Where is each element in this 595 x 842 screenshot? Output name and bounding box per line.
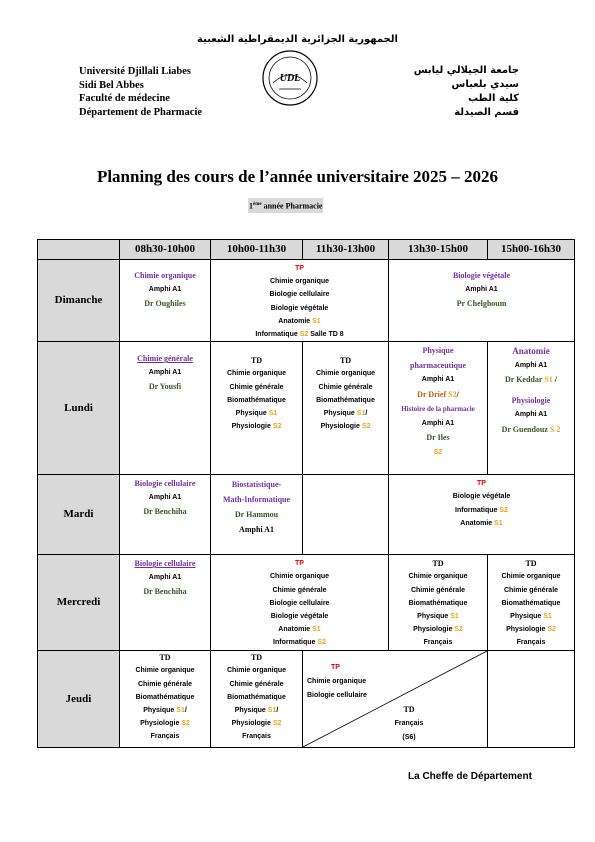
schedule-cell-td: TD Chimie organique Chimie générale Biomathématique Physique S1/ Physiologie S2 xyxy=(303,342,389,475)
schedule-cell: Biologie cellulaire Amphi A1 Dr Benchiha xyxy=(120,475,211,555)
day-row-mercredi xyxy=(38,555,575,651)
header-ar-line: جامعة الجيلالي ليابس xyxy=(413,65,519,76)
schedule-cell-td: TD Chimie organique Chimie générale Biomathématique Physique S1 Physiologie S2 xyxy=(211,342,303,475)
day-row-jeudi xyxy=(38,651,575,748)
time-slot-header: 11h30-13h00 xyxy=(303,240,389,260)
schedule-cell-td: TD Chimie organique Chimie générale Biomathématique Physique S1 Physiologie S2 Français xyxy=(389,555,488,651)
header-row xyxy=(38,240,575,260)
header-fr-line: Faculté de médecine xyxy=(79,93,170,104)
schedule-cell: Biologie cellulaire Amphi A1 Dr Benchiha xyxy=(120,555,211,651)
time-slot-header: 13h30-15h00 xyxy=(389,240,488,260)
schedule-cell-tp: TP Chimie organique Chimie générale Biologie cellulaire Biologie végétale Anatomie S1 Informatique S2 xyxy=(211,555,389,651)
day-label: Lundi xyxy=(38,342,120,475)
header-ar-line: كلية الطب xyxy=(467,93,519,104)
schedule-cell: Physique pharmaceutique Amphi A1 Dr Drief S2/ Histoire de la pharmacie Amphi A1 Dr Iles S2 xyxy=(389,342,488,475)
schedule-cell: Anatomie Amphi A1 Dr Keddar S1 / Physiologie Amphi A1 Dr Guendouz S 2 xyxy=(488,342,575,475)
day-label: Dimanche xyxy=(38,260,120,342)
logo-text: UDL xyxy=(279,73,301,84)
time-slot-header: 08h30-10h00 xyxy=(120,240,211,260)
schedule-cell-tp: TP Biologie végétale Informatique S2 Anatomie S1 xyxy=(389,475,575,555)
schedule-cell: Biostatistique- Math-Informatique Dr Hammou Amphi A1 xyxy=(211,475,303,555)
day-label: Mercredi xyxy=(38,555,120,651)
header-fr-line: Université Djillali Liabes xyxy=(79,66,191,77)
header-ar-line: سيدي بلعباس xyxy=(451,79,519,90)
header-institution-ar xyxy=(414,64,519,120)
corner-cell xyxy=(38,240,120,260)
schedule-cell: Biologie végétale Amphi A1 Pr Chelghoum xyxy=(389,260,575,342)
day-row-mardi xyxy=(38,475,575,555)
schedule-cell: Chimie générale Amphi A1 Dr Yousfi xyxy=(120,342,211,475)
schedule-cell-td: TD Chimie organique Chimie générale Biomathématique Physique S1/ Physiologie S2 Français xyxy=(120,651,211,748)
day-label: Mardi xyxy=(38,475,120,555)
time-slot-header: 15h00-16h30 xyxy=(488,240,575,260)
header-arabic-republic: الجمهورية الجزائرية الديمقراطية الشعبية xyxy=(197,34,398,45)
empty-cell xyxy=(303,475,389,555)
header-ar-line: قسم الصيدلة xyxy=(454,107,519,118)
time-slot-header: 10h00-11h30 xyxy=(211,240,303,260)
schedule-cell-td: TD Chimie organique Chimie générale Biomathématique Physique S1 Physiologie S2 Français xyxy=(488,555,575,651)
header-institution-fr xyxy=(79,65,202,119)
schedule-cell-tp: TP Chimie organique Biologie cellulaire Biologie végétale Anatomie S1 Informatique S2 Salle TD 8 xyxy=(211,260,389,342)
header-fr-line: Département de Pharmacie xyxy=(79,106,203,118)
page-subtitle: 1ème année Pharmacie xyxy=(248,198,323,213)
schedule-cell: Chimie organique Amphi A1 Dr Oughiles xyxy=(120,260,211,342)
signature-label: La Cheffe de Département xyxy=(408,771,532,782)
schedule-cell-td: TD Chimie organique Chimie générale Biomathématique Physique S1/ Physiologie S2 Français xyxy=(211,651,303,748)
university-logo-icon xyxy=(261,49,319,107)
day-row-dimanche xyxy=(38,260,575,342)
day-row-lundi xyxy=(38,342,575,475)
page-title: Planning des cours de l’année universitaire 2025 – 2026 xyxy=(96,167,499,186)
day-label: Jeudi xyxy=(38,651,120,748)
header-fr-line: Sidi Bel Abbes xyxy=(79,79,144,91)
schedule-table xyxy=(37,239,575,748)
schedule-cell-split: TP Chimie organique Biologie cellulaire TD Français (S6) xyxy=(303,651,488,748)
empty-cell xyxy=(488,651,575,748)
